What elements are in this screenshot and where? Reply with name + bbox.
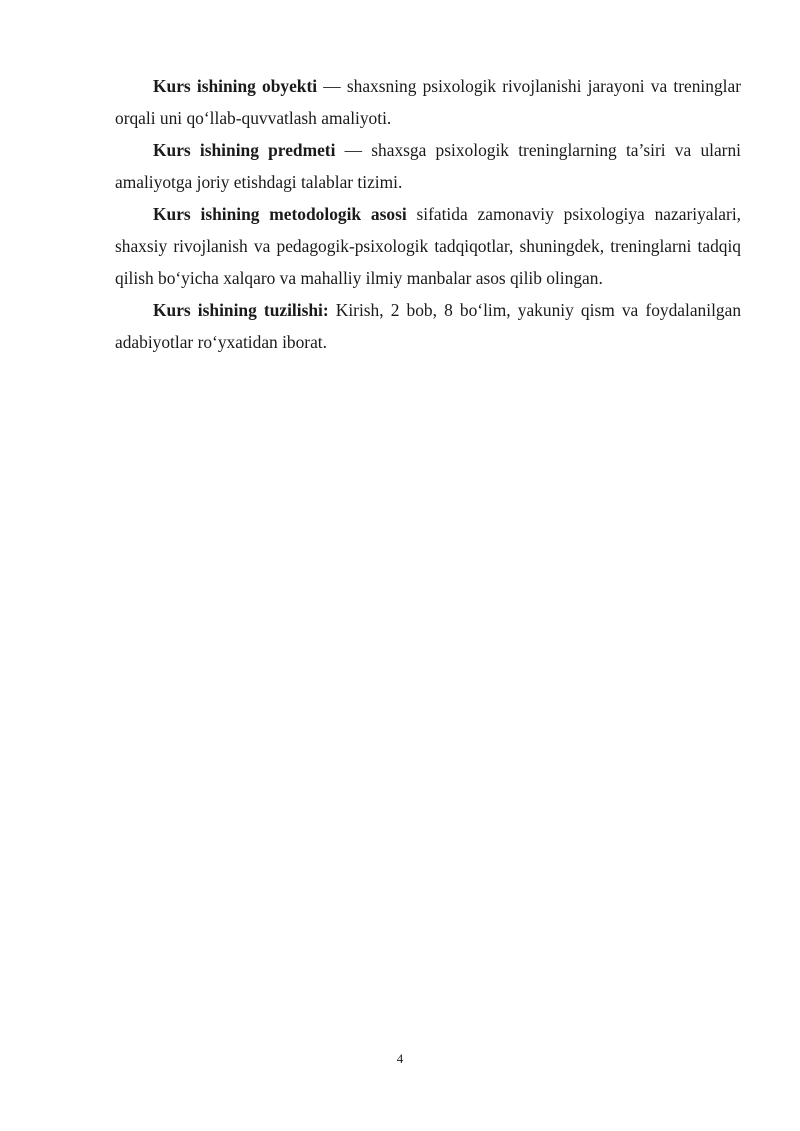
paragraph-methodology [115, 198, 741, 294]
page-number: 4 [396, 1051, 404, 1066]
paragraph-methodology-text: sifatida zamonaviy psixologiya nazariyalari, shaxsiy rivojlanish va pedagogik-psixologik tadqiqotlar, shuningdek, treninglarni tadqiq qilish bo‘yicha xalqaro va mahalliy ilmiy manbalar asos qilib olingan. [115, 204, 742, 288]
paragraph-structure-label: Kurs ishining tuzilishi: [153, 300, 329, 320]
paragraph-structure [115, 294, 741, 358]
paragraph-methodology-label: Kurs ishining metodologik asosi [153, 204, 407, 224]
paragraph-subject-label: Kurs ishining predmeti [153, 140, 336, 160]
paragraph-subject [115, 134, 741, 198]
paragraph-subject-text: — shaxsga psixologik treninglarning ta’siri va ularni amaliyotga joriy etishdagi talablar tizimi. [115, 140, 742, 192]
paragraph-object-label: Kurs ishining obyekti [153, 76, 318, 96]
page-body [115, 70, 741, 358]
paragraph-object-text: — shaxsning psixologik rivojlanishi jarayoni va treninglar orqali uni qo‘llab-quvvatlash amaliyoti. [115, 76, 741, 128]
paragraph-structure-text: Kirish, 2 bob, 8 bo‘lim, yakuniy qism va foydalanilgan adabiyotlar ro‘yxatidan iborat. [115, 300, 742, 352]
paragraph-object [115, 70, 741, 134]
